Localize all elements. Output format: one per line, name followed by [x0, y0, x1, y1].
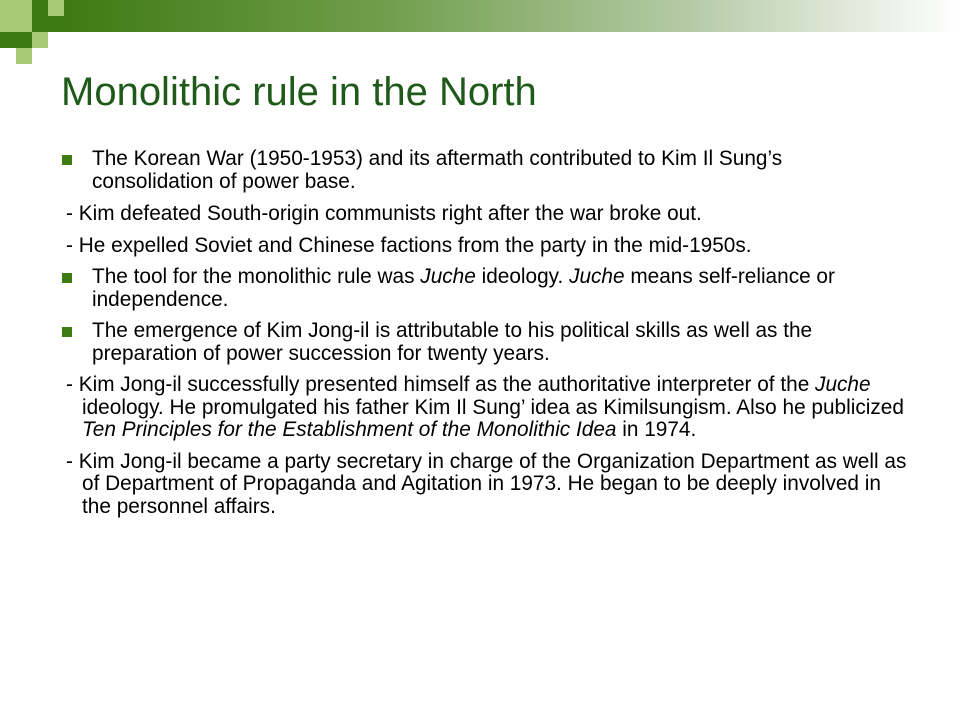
paragraph-text-part: ideology. He promulgated his father Kim Il Sung’ idea as Kimilsungism. Also he publicized — [82, 395, 904, 419]
bullet-paragraph-2 — [58, 266, 908, 311]
square-bullet-icon — [62, 155, 72, 165]
paragraph-text: The emergence of Kim Jong-il is attributable to his political skills as well as the preparation of power succession for twenty years. — [92, 319, 813, 365]
dash-paragraph-4 — [58, 451, 908, 519]
juche-term: Juche — [815, 373, 871, 396]
paragraph-text-part: in 1974. — [616, 418, 697, 441]
paragraph-text: The Korean War (1950-1953) and its aftermath contributed to Kim Il Sung’s consolidation of power base. — [92, 147, 783, 193]
dash-paragraph-2 — [58, 235, 908, 258]
paragraph-text-part: The tool for the monolithic rule was — [92, 265, 421, 288]
paragraph-text-part: ideology. — [475, 265, 570, 288]
bullet-paragraph-1 — [58, 148, 908, 193]
document-title: Ten Principles for the Establishment of the Monolithic Idea — [82, 418, 617, 441]
corner-square-light-3 — [32, 32, 48, 48]
paragraph-text-part: means self-reliance or independence. — [92, 265, 835, 311]
slide-title: Monolithic rule in the North — [61, 70, 537, 114]
square-bullet-icon — [62, 273, 72, 283]
bullet-paragraph-3 — [58, 320, 908, 365]
paragraph-text-part: - Kim Jong-il successfully presented himself as the authoritative interpreter of the — [66, 373, 816, 396]
corner-square-light-4 — [16, 48, 32, 64]
corner-square-light-2 — [48, 0, 64, 16]
juche-term: Juche — [420, 265, 476, 288]
dash-paragraph-1 — [58, 203, 908, 226]
dash-paragraph-3 — [58, 374, 908, 442]
paragraph-text: - He expelled Soviet and Chinese factions from the party in the mid-1950s. — [66, 233, 752, 257]
paragraph-text: - Kim defeated South-origin communists right after the war broke out. — [66, 202, 702, 225]
slide-body — [58, 148, 908, 518]
square-bullet-icon — [62, 327, 72, 337]
corner-square-dark-2 — [0, 32, 32, 48]
juche-term: Juche — [569, 265, 625, 288]
corner-square-light-1 — [0, 0, 32, 32]
header-gradient-bar — [64, 0, 960, 32]
paragraph-text: - Kim Jong-il became a party secretary in charge of the Organization Department as well as of Department of Propaganda and Agitation in 1973. He began to be deeply involved in the personnel affairs. — [66, 449, 907, 518]
